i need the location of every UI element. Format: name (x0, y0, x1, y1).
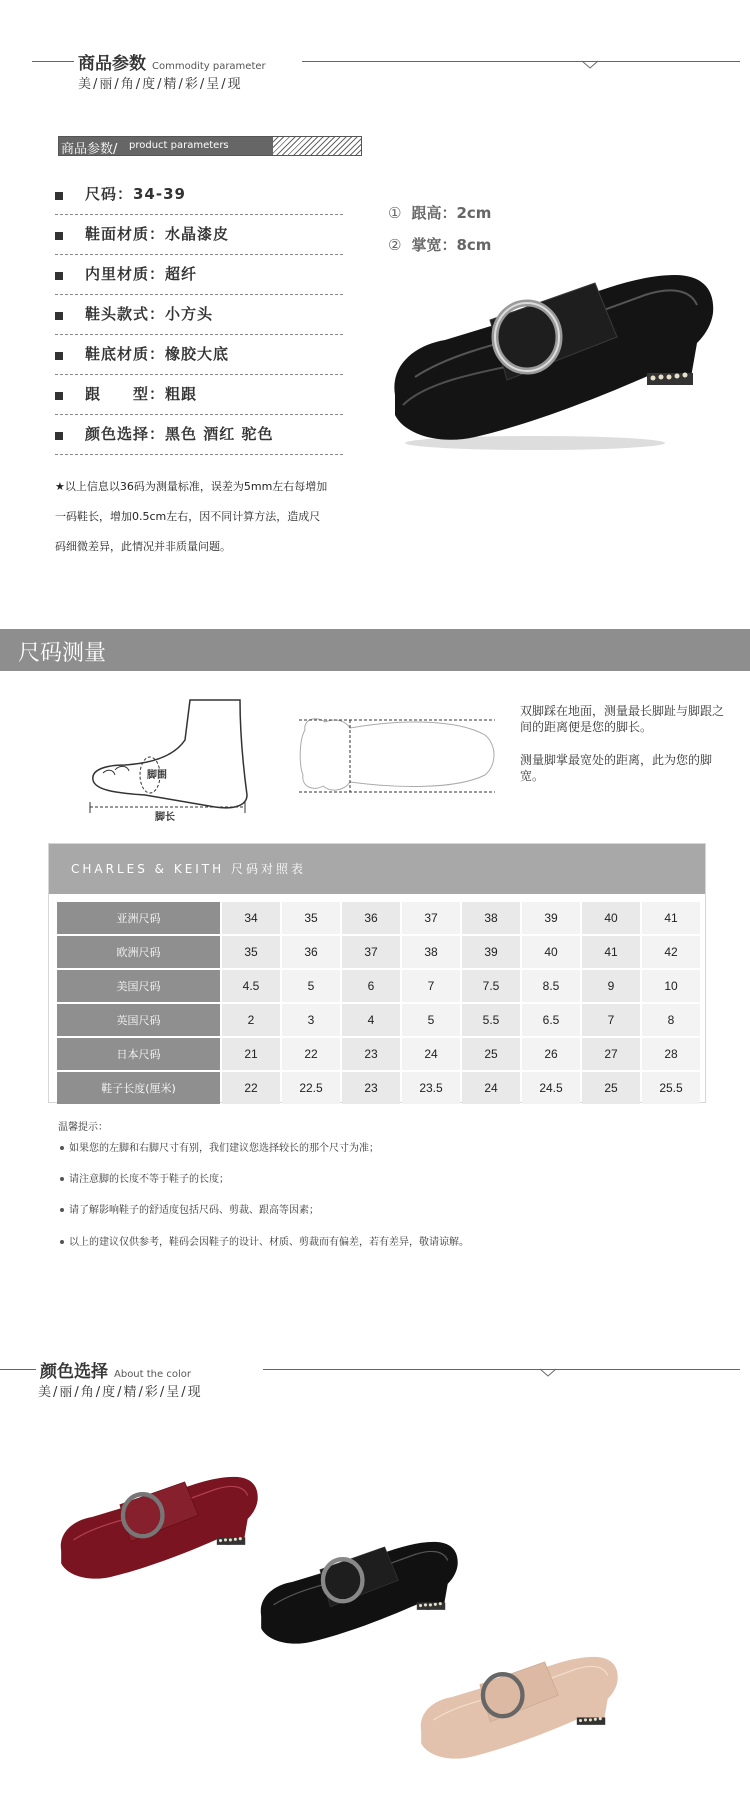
bullet-dot-icon (60, 1177, 64, 1181)
size-cell: 23.5 (402, 1072, 460, 1104)
param-text: 鞋底材质：橡胶大底 (85, 345, 230, 363)
size-table-row (57, 1072, 700, 1104)
size-cell: 36 (342, 902, 400, 934)
size-cell: 23 (342, 1038, 400, 1070)
param-row (55, 298, 343, 335)
bullet-square-icon (55, 432, 63, 440)
foot-width-instructions: 测量脚掌最宽处的距离，此为您的脚宽。 (520, 753, 713, 783)
size-row-label: 英国尺码 (57, 1004, 220, 1036)
size-cell: 7 (402, 970, 460, 1002)
tip-item (60, 1170, 229, 1185)
size-cell: 25 (462, 1038, 520, 1070)
bullet-square-icon (55, 272, 63, 280)
size-cell: 21 (222, 1038, 280, 1070)
param-row (55, 338, 343, 375)
param-text: 内里材质：超纤 (85, 265, 198, 283)
nude-shoe-image (415, 1650, 625, 1775)
tip-item (60, 1201, 319, 1216)
bullet-dot-icon (60, 1146, 64, 1150)
size-table-row (57, 902, 700, 934)
size-cell: 36 (282, 936, 340, 968)
size-row-label: 欧洲尺码 (57, 936, 220, 968)
size-cell: 6 (342, 970, 400, 1002)
size-row-label: 亚洲尺码 (57, 902, 220, 934)
size-cell: 28 (642, 1038, 700, 1070)
size-table-row (57, 936, 700, 968)
size-table-row (57, 970, 700, 1002)
color-section-title (40, 1357, 191, 1382)
param-label-cn: 商品参数/ (61, 142, 118, 157)
color-title-en: About the color (114, 1369, 191, 1380)
size-cell: 41 (582, 936, 640, 968)
bullet-square-icon (55, 392, 63, 400)
size-cell: 4 (342, 1004, 400, 1036)
size-table-row (57, 1004, 700, 1036)
param-row (55, 378, 343, 415)
tips-title: 温馨提示： (58, 1122, 108, 1133)
size-cell: 35 (282, 902, 340, 934)
size-cell: 34 (222, 902, 280, 934)
param-text: 鞋面材质：水晶漆皮 (85, 225, 230, 243)
size-row-label: 鞋子长度(厘米) (57, 1072, 220, 1104)
tip-text: 以上的建议仅供参考，鞋码会因鞋子的设计、材质、剪裁而有偏差，若有差异，敬请谅解。 (69, 1237, 469, 1248)
size-cell: 5.5 (462, 1004, 520, 1036)
note-line: ★以上信息以36码为测量标准，误差为5mm左右每增加 (55, 480, 328, 493)
section-title-en: Commodity parameter (152, 61, 266, 72)
header-rule-right (302, 61, 740, 62)
foot-length-instructions: 双脚踩在地面，测量最长脚趾与脚跟之间的距离便是您的脚长。 (520, 704, 725, 734)
size-table-row (57, 1038, 700, 1070)
size-cell: 2 (222, 1004, 280, 1036)
measurement-note (55, 472, 365, 562)
foot-length-label: 脚长 (155, 812, 175, 823)
size-cell: 22 (282, 1038, 340, 1070)
size-cell: 41 (642, 902, 700, 934)
size-cell: 26 (522, 1038, 580, 1070)
size-chart-header (49, 844, 705, 894)
param-text: 鞋头款式：小方头 (85, 305, 214, 323)
param-label-hatch (273, 137, 361, 155)
size-cell: 27 (582, 1038, 640, 1070)
bullet-square-icon (55, 232, 63, 240)
color-title-cn: 颜色选择 (40, 1362, 108, 1382)
size-cell: 6.5 (522, 1004, 580, 1036)
size-cell: 39 (522, 902, 580, 934)
size-cell: 38 (462, 902, 520, 934)
size-table (55, 900, 702, 1106)
marker-two: ② (388, 236, 402, 254)
black-shoe-small-image (255, 1535, 465, 1660)
size-cell: 38 (402, 936, 460, 968)
param-row (55, 418, 343, 455)
size-cell: 23 (342, 1072, 400, 1104)
param-row (55, 178, 343, 215)
size-cell: 39 (462, 936, 520, 968)
size-cell: 8.5 (522, 970, 580, 1002)
size-cell: 5 (402, 1004, 460, 1036)
size-row-label: 日本尺码 (57, 1038, 220, 1070)
size-cell: 8 (642, 1004, 700, 1036)
bullet-dot-icon (60, 1208, 64, 1212)
header-rule-left (32, 61, 74, 62)
size-cell: 3 (282, 1004, 340, 1036)
section-title (78, 49, 266, 74)
foot-side-diagram (85, 695, 255, 820)
color-rule-left (0, 1369, 36, 1370)
size-cell: 24 (402, 1038, 460, 1070)
size-cell: 7.5 (462, 970, 520, 1002)
tip-text: 请了解影响鞋子的舒适度包括尺码、剪裁、跟高等因素； (69, 1205, 319, 1216)
size-cell: 5 (282, 970, 340, 1002)
size-cell: 7 (582, 1004, 640, 1036)
heel-height-text: 跟高：2cm (411, 204, 492, 222)
size-cell: 24.5 (522, 1072, 580, 1104)
bullet-dot-icon (60, 1240, 64, 1244)
note-line: 一码鞋长，增加0.5cm左右，因不同计算方法，造成尺 (55, 510, 321, 523)
size-cell: 10 (642, 970, 700, 1002)
size-cell: 42 (642, 936, 700, 968)
size-measure-banner (0, 629, 750, 671)
param-text: 跟 型：粗跟 (85, 385, 198, 403)
banner-title: 尺码测量 (18, 641, 107, 666)
marker-one: ① (388, 204, 402, 222)
tip-item (60, 1233, 469, 1248)
color-header-notch (540, 1368, 556, 1378)
param-row (55, 218, 343, 255)
param-label-en: product parameters (129, 140, 229, 151)
bullet-square-icon (55, 312, 63, 320)
tip-item (60, 1139, 379, 1154)
palm-width-spec (388, 234, 491, 255)
size-cell: 22.5 (282, 1072, 340, 1104)
size-cell: 22 (222, 1072, 280, 1104)
size-chart (48, 843, 706, 1103)
size-cell: 37 (342, 936, 400, 968)
header-notch (582, 60, 598, 70)
bullet-square-icon (55, 192, 63, 200)
bullet-square-icon (55, 352, 63, 360)
section-title-cn: 商品参数 (78, 54, 146, 74)
tip-text: 请注意脚的长度不等于鞋子的长度； (69, 1174, 229, 1185)
size-row-label: 美国尺码 (57, 970, 220, 1002)
size-cell: 40 (582, 902, 640, 934)
burgundy-shoe-image (55, 1470, 265, 1595)
size-cell: 25.5 (642, 1072, 700, 1104)
param-text: 尺码：34-39 (85, 185, 186, 203)
note-line: 码细微差异，此情况并非质量问题。 (55, 540, 231, 553)
tip-text: 如果您的左脚和右脚尺寸有别，我们建议您选择较长的那个尺寸为准； (69, 1143, 379, 1154)
palm-width-text: 掌宽：8cm (411, 236, 492, 254)
size-cell: 40 (522, 936, 580, 968)
param-row (55, 258, 343, 295)
param-text: 颜色选择：黑色 酒红 驼色 (85, 425, 274, 443)
foot-top-diagram (295, 710, 500, 800)
color-rule-right (263, 1369, 740, 1370)
heel-height-spec (388, 202, 491, 223)
color-section-subtitle: 美/丽/角/度/精/彩/呈/现 (38, 1385, 203, 1400)
size-cell: 24 (462, 1072, 520, 1104)
foot-circumference-label: 脚围 (147, 770, 167, 781)
size-cell: 35 (222, 936, 280, 968)
size-cell: 4.5 (222, 970, 280, 1002)
black-shoe-image (385, 265, 725, 465)
size-cell: 9 (582, 970, 640, 1002)
section-subtitle: 美/丽/角/度/精/彩/呈/现 (78, 77, 243, 92)
size-cell: 37 (402, 902, 460, 934)
size-cell: 25 (582, 1072, 640, 1104)
param-label-box (58, 136, 362, 156)
size-chart-title: CHARLES & KEITH 尺码对照表 (71, 862, 306, 876)
